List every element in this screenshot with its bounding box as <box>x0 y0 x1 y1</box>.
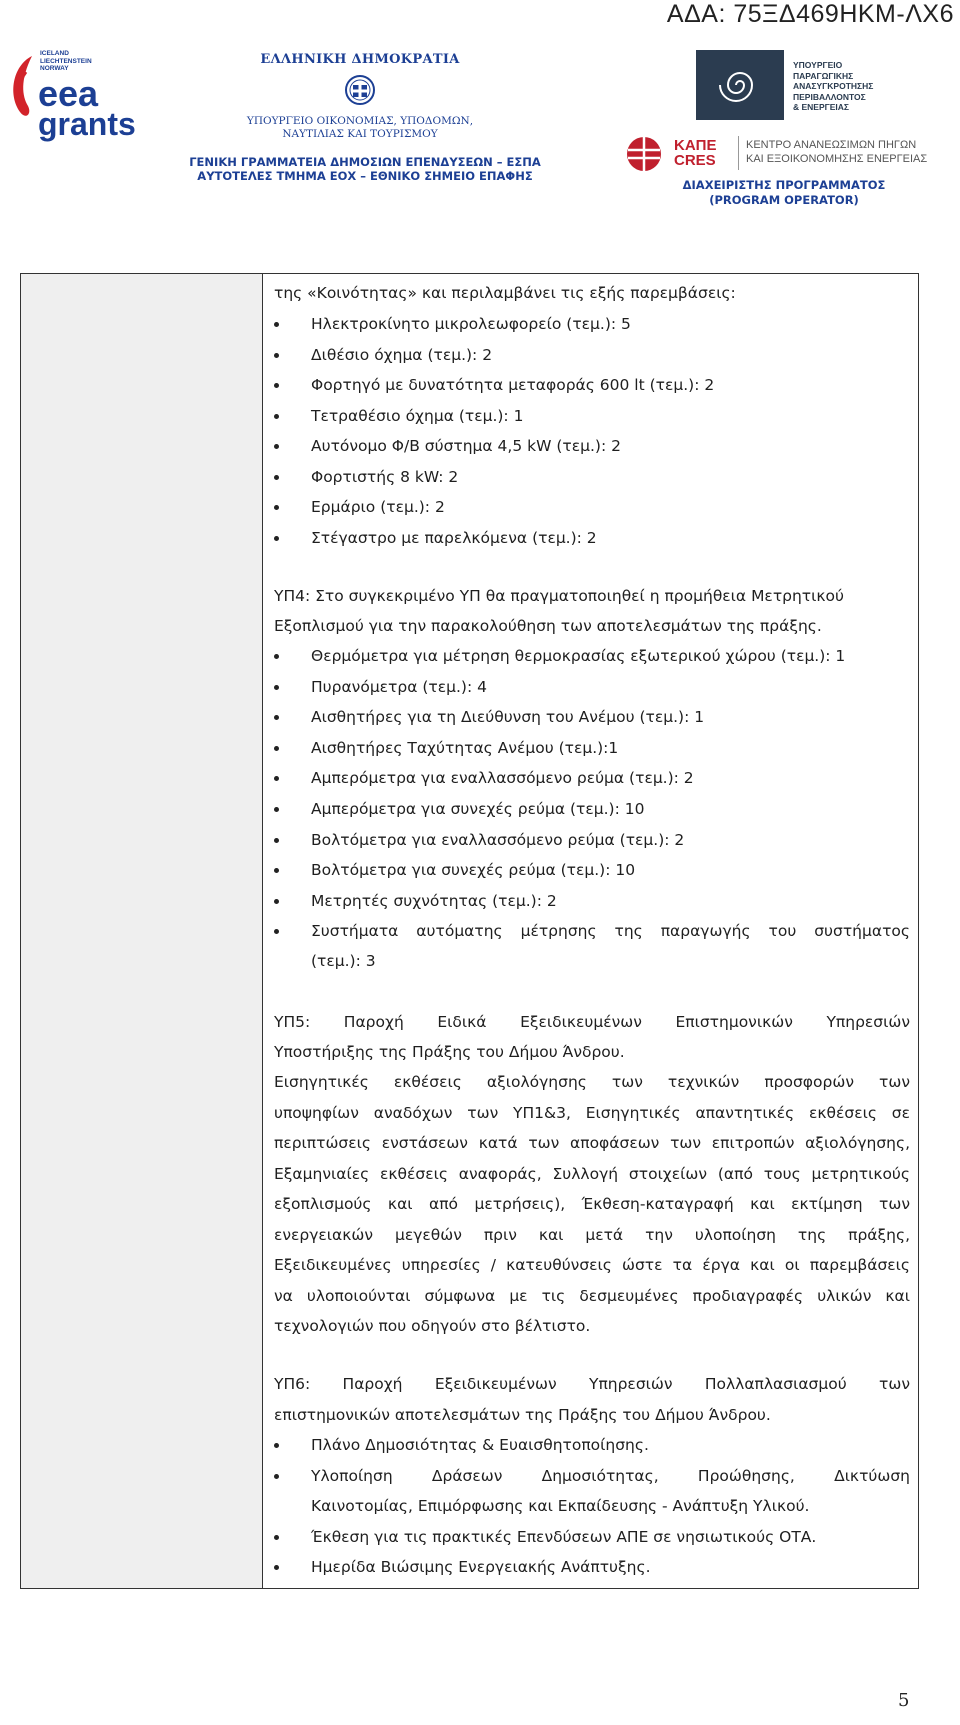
paragraph-line: Εξειδικευμένες υπηρεσίες / κατευθύνσεις ώστε τα έργα και οι παρεμβάσεις <box>274 1256 910 1274</box>
paragraph-line: υποψηφίων αναδόχων των ΥΠ1&3, Εισηγητικές απαντητικές εκθέσεις σε <box>274 1104 910 1122</box>
paragraph-line: να υλοποιούνται σύμφωνα με τις δεσμευμένες προδιαγραφές υλικών και <box>274 1287 910 1305</box>
eea-grants-logo <box>6 50 136 142</box>
spiral-icon <box>696 50 784 120</box>
grants-word: grants <box>38 106 136 142</box>
eea-word: eea <box>38 73 99 114</box>
paragraph-line: εξοπλισμούς και από μετρήσεις), Έκθεση-καταγραφή και εκτίμηση των <box>274 1195 910 1213</box>
paragraph-line: περιπτώσεις ενστάσεων κατά των αποφάσεων των επιτροπών αξιολόγησης, <box>274 1134 910 1152</box>
eea-countries: ICELAND LIECHTENSTEIN NORWAY <box>40 50 92 72</box>
hellenic-ministry-logo <box>245 52 475 141</box>
yp6-heading: ΥΠ6: Παροχή Εξειδικευμένων Υπηρεσιών Πολλαπλασιασμού των <box>274 1375 910 1393</box>
ministry-env-name: ΥΠΟΥΡΓΕΙΟ ΠΑΡΑΓΩΓΙΚΗΣ ΑΝΑΣΥΓΚΡΟΤΗΣΗΣ ΠΕΡΙΒΑΛΛΟΝΤΟΣ & ΕΝΕΡΓΕΙΑΣ <box>793 60 874 112</box>
paragraph-line: Εισηγητικές εκθέσεις αξιολόγησης των τεχνικών προσφορών των <box>274 1073 910 1091</box>
ministry-environment-logo <box>696 50 906 120</box>
general-secretariat: ΓΕΝΙΚΗ ΓΡΑΜΜΑΤΕΙΑ ΔΗΜΟΣΙΩΝ ΕΠΕΝΔΥΣΕΩΝ – ΕΣΠΑ ΑΥΤΟΤΕΛΕΣ ΤΜΗΜΑ ΕΟΧ – ΕΘΝΙΚΟ ΣΗΜΕΙΟ ΕΠΑΦΗΣ <box>189 155 541 183</box>
list-item: Υλοποίηση Δράσεων Δημοσιότητας, Προώθησης, Δικτύωση Καινοτομίας, Επιμόρφωσης και Εκπαίδευσης - Ανάπτυξη Υλικού. <box>274 1466 910 1516</box>
paragraph-line: τεχνολογιών που οδηγούν στο βέλτιστο. <box>274 1317 591 1335</box>
page-number: 5 <box>898 1690 910 1711</box>
intro-line: της «Κοινότητας» και περιλαμβάνει τις εξής παρεμβάσεις: <box>274 284 736 302</box>
paragraph-line: Εξαμηνιαίες εκθέσεις αναφοράς, Συλλογή στοιχείων (από τους μετρητικούς <box>274 1165 910 1183</box>
program-operator: ΔΙΑΧΕΙΡΙΣΤΗΣ ΠΡΟΓΡΑΜΜΑΤΟΣ (PROGRAM OPERATOR) <box>682 178 886 207</box>
kape-acronym: ΚΑΠΕ CRES <box>674 137 717 169</box>
content-table: της «Κοινότητας» και περιλαμβάνει τις εξής παρεμβάσεις: Ηλεκτροκίνητο μικρολεωφορείο (τεμ.): 5 Διθέσιο όχημα (τεμ.): 2 Φορτηγό με δυνατότητα μεταφοράς 600 lt (τεμ.): 2 Τετραθέσιο όχημα (τεμ.): 1 Αυτόνομο Φ/Β σύστημα 4,5 kW (τεμ.): 2 Φορτιστής 8 kW: 2 Ερμάριο (τεμ.): 2 Στέγαστρο με παρελκόμενα (τεμ.): 2 ΥΠ4: Στο συγκεκριμένο ΥΠ θα πραγματοποιηθεί η προμήθεια Μετρητικού Εξοπλισμού για την παρακολούθηση των αποτελεσμάτων της πράξης. Θερμόμετρα για μέτρηση θερμοκρασίας εξωτερικού χώρου (τεμ.): 1 Πυρανόμετρα (τεμ.): 4 Αισθητήρες για τη Διεύθυνση του Ανέμου (τεμ.): 1 Αισθητήρες Ταχύτητας Ανέμου (τεμ.):1 Αμπερόμετρα για εναλλασσόμενο ρεύμα (τεμ.): 2 Αμπερόμετρα για συνεχές ρεύμα (τεμ.): 10 Βολτόμετρα για εναλλασσόμενο ρεύμα (τεμ.): 2 Βολτόμετρα για συνεχές ρεύμα (τεμ.): 10 Μετρητές συχνότητας (τεμ.): 2 Συστήματα αυτόματης μέτρησης της παραγωγής του συστήματος (τεμ.): 3 ΥΠ5: Παροχή Ειδικά Εξειδικευμένων Επιστημονικών Υπηρεσιών Υποστήριξης της Πράξης του Δήμου Άνδρου. Εισηγητικές εκθέσεις αξιολόγησης των τεχνικών προσφορών των υποψηφίων αναδόχων των ΥΠ1&3, Εισηγητικές απαντητικές εκθέσεις σε περιπτώσεις ενστάσεων κατά των αποφάσεων των επιτροπών αξιολόγησης, Εξαμηνιαίες εκθέσεις αναφοράς, Συλλογή στοιχείων (από τους μετρητικούς εξοπλισμούς και από μετρήσεις), Έκθεση-καταγραφή και εκτίμηση των ενεργειακών μεγεθών πριν και μετά την υλοποίηση της πράξης, Εξειδικευμένες υπηρεσίες / κατευθύνσεις ώστε τα έργα και οι παρεμβάσεις να υλοποιούνται σύμφωνα με τις δεσμευμένες προδιαγραφές υλικών και τεχνολογιών που οδηγούν στο βέλτιστο. ΥΠ6: Παροχή Εξειδικευμένων Υπηρεσιών Πολλαπλασιασμού των επιστημονικών αποτελεσμάτων της Πράξης του Δήμου Άνδρου. Πλάνο Δημοσιότητας & Ευαισθητοποίησης. Υλοποίηση Δράσεων Δημοσιότητας, Προώθησης, Δικτύωση Καινοτομίας, Επιμόρφωσης και Εκπαίδευσης - Ανάπτυξη Υλικού. Έκθεση για τις πρακτικές Επενδύσεων ΑΠΕ σε νησιωτικούς ΟΤΑ. Ημερίδα Βιώσιμης Ενεργειακής Ανάπτυξης. <box>20 273 919 1589</box>
yp4-heading: ΥΠ4: Στο συγκεκριμένο ΥΠ θα πραγματοποιηθεί η προμήθεια Μετρητικού <box>274 587 844 605</box>
ministry-finance-name: ΥΠΟΥΡΓΕΙΟ ΟΙΚΟΝΟΜΙΑΣ, ΥΠΟΔΟΜΩΝ, ΝΑΥΤΙΛΙΑΣ ΚΑΙ ΤΟΥΡΙΣΜΟΥ <box>246 115 474 140</box>
yp5-heading-cont: Υποστήριξης της Πράξης του Δήμου Άνδρου. <box>274 1043 625 1061</box>
hellenic-republic-title: ΕΛΛΗΝΙΚΗ ΔΗΜΟΚΡΑΤΙΑ <box>260 52 460 67</box>
list-item: Συστήματα αυτόματης μέτρησης της παραγωγής του συστήματος (τεμ.): 3 <box>274 921 910 971</box>
kape-description: ΚΕΝΤΡΟ ΑΝΑΝΕΩΣΙΜΩΝ ΠΗΓΩΝ ΚΑΙ ΕΞΟΙΚΟΝΟΜΗΣΗΣ ΕΝΕΡΓΕΙΑΣ <box>746 139 928 165</box>
table-left-column <box>21 274 263 1588</box>
ada-code: ΑΔΑ: 75ΞΔ469ΗΚΜ-ΛΧ6 <box>666 0 954 28</box>
greek-emblem-icon <box>343 73 377 107</box>
yp6-heading-cont: επιστημονικών αποτελεσμάτων της Πράξης του Δήμου Άνδρου. <box>274 1406 771 1424</box>
kape-cres-logo <box>624 134 944 176</box>
kape-divider <box>738 136 739 170</box>
yp5-heading: ΥΠ5: Παροχή Ειδικά Εξειδικευμένων Επιστημονικών Υπηρεσιών <box>274 1013 910 1031</box>
yp4-heading-cont: Εξοπλισμού για την παρακολούθηση των αποτελεσμάτων της πράξης. <box>274 617 822 635</box>
paragraph-line: ενεργειακών μεγεθών πριν και μετά την υλοποίηση της πράξης, <box>274 1226 910 1244</box>
eea-swirl-icon <box>6 52 38 134</box>
kape-globe-icon <box>624 134 668 174</box>
ministry-logo-square <box>696 50 784 120</box>
